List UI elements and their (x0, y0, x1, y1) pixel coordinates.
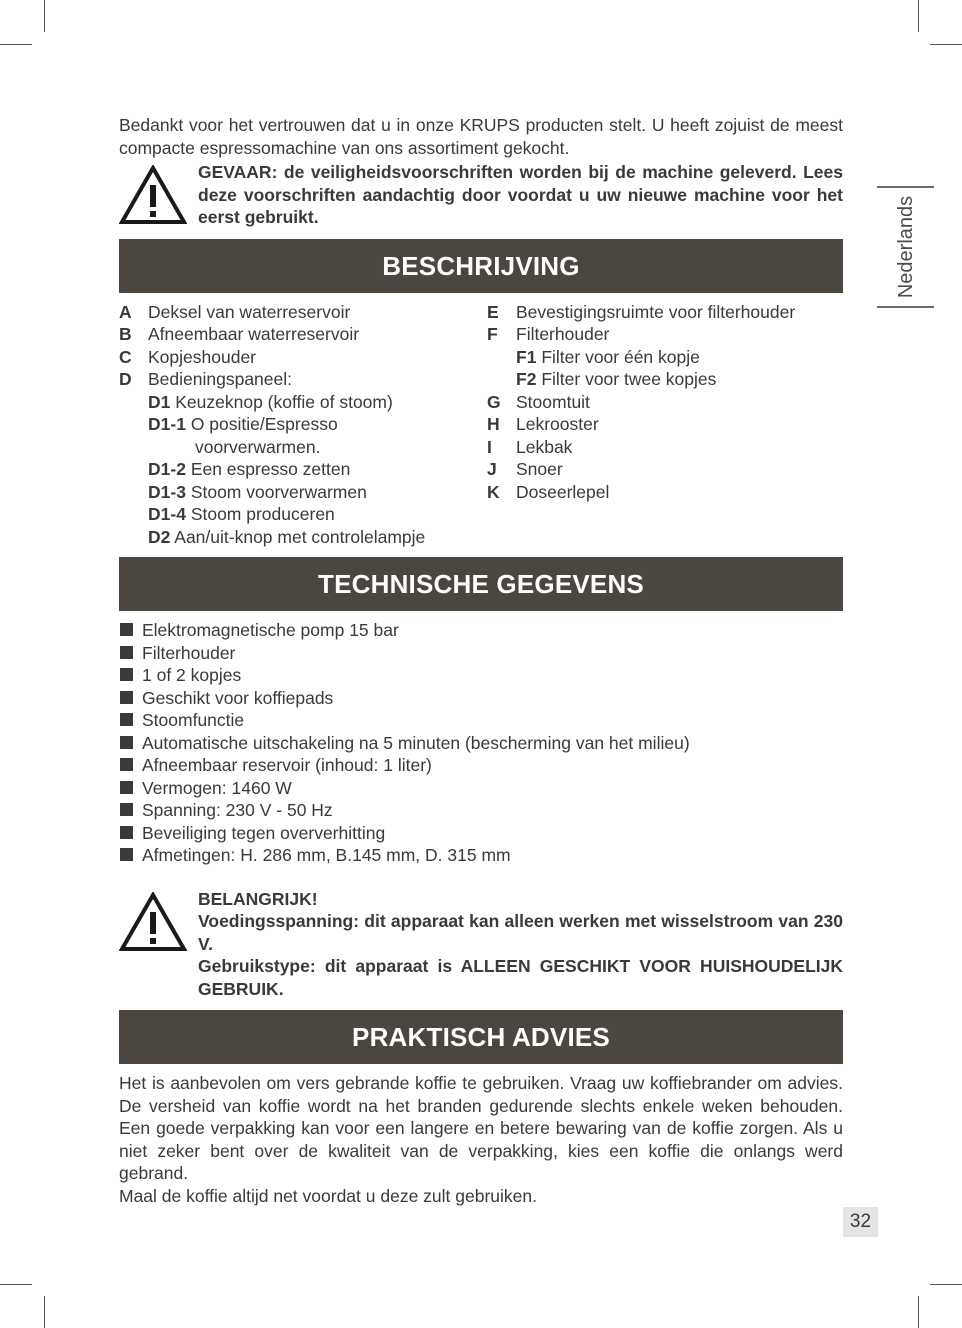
list-item: D Bedieningspaneel: (119, 369, 293, 389)
list-subitem: D2 Aan/uit-knop met controlelampje (148, 526, 426, 547)
list-item: B Afneembaar waterreservoir (119, 324, 360, 344)
list-item: Geschikt voor koffiepads (119, 687, 843, 710)
list-item: G Stoomtuit (487, 391, 590, 412)
page-number: 32 (843, 1207, 878, 1237)
list-item: Vermogen: 1460 W (119, 777, 843, 800)
bullet-square-icon (120, 668, 133, 681)
crop-mark (918, 1296, 919, 1328)
crop-mark (930, 1284, 962, 1285)
list-item: I Lekbak (487, 436, 573, 457)
crop-mark (0, 44, 32, 45)
bullet-square-icon (120, 713, 133, 726)
advice-text (119, 1072, 843, 1207)
list-item: Elektromagnetische pomp 15 bar (119, 619, 843, 642)
list-item: F Filterhouder (487, 324, 610, 344)
important-voltage: Voedingsspanning: dit apparaat kan alleen werken met wisselstroom van 230 V. (198, 911, 843, 954)
list-subitem: F1 Filter voor één kopje (516, 346, 700, 367)
list-subitem-continuation: voorverwarmen. (195, 436, 321, 457)
crop-mark (930, 44, 962, 45)
crop-mark (918, 0, 919, 32)
important-notice (119, 888, 843, 1001)
list-item: E Bevestigingsruimte voor filterhouder (487, 301, 796, 322)
advice-paragraph: Het is aanbevolen om vers gebrande koffie te gebruiken. Vraag uw koffiebrander om advies. De versheid van koffie wordt na het branden gedurende slechts enkele weken behouden. Een goede verpakking kan voor een langere en betere bewaring van de koffie zorgen. Als u niet zeker bent over de kwaliteit van de verpakking, kies een koffie die onlangs werd gebrand. (119, 1073, 843, 1183)
important-usage: Gebruikstype: dit apparaat is ALLEEN GESCHIKT VOOR HUISHOUDELIJK GEBRUIK. (198, 956, 843, 999)
description-column-left (119, 301, 487, 549)
list-item: H Lekrooster (487, 414, 599, 434)
list-item: J Snoer (487, 459, 563, 479)
list-subitem: D1-3 Stoom voorverwarmen (148, 481, 367, 502)
list-subitem: D1-2 Een espresso zetten (148, 459, 351, 479)
danger-text: GEVAAR: de veiligheidsvoorschriften worden bij de machine geleverd. Lees deze voorschriften aandachtig door voordat u uw nieuwe machine voor het eerst gebruikt. (198, 162, 843, 227)
list-item: A Deksel van waterreservoir (119, 301, 351, 322)
section-title-technical: TECHNISCHE GEGEVENS (119, 557, 843, 611)
section-title-description: BESCHRIJVING (119, 239, 843, 293)
list-item: Automatische uitschakeling na 5 minuten (bescherming van het milieu) (119, 732, 843, 755)
list-item: Filterhouder (119, 642, 843, 665)
crop-mark (44, 0, 45, 32)
advice-paragraph: Maal de koffie altijd net voordat u deze zult gebruiken. (119, 1185, 537, 1206)
list-item: 1 of 2 kopjes (119, 664, 843, 687)
bullet-square-icon (120, 646, 133, 659)
list-subitem: D1-1 O positie/Espresso (148, 414, 338, 434)
bullet-square-icon (120, 826, 133, 839)
bullet-square-icon (120, 736, 133, 749)
warning-triangle-icon (119, 165, 187, 225)
warning-triangle-icon (119, 892, 187, 952)
danger-notice (119, 161, 843, 229)
crop-mark (0, 1284, 32, 1285)
list-item: K Doseerlepel (487, 481, 610, 502)
bullet-square-icon (120, 691, 133, 704)
description-column-right (487, 301, 843, 549)
list-subitem: D1-4 Stoom produceren (148, 504, 335, 524)
bullet-square-icon (120, 781, 133, 794)
list-subitem: F2 Filter voor twee kopjes (516, 369, 717, 389)
list-item: Spanning: 230 V - 50 Hz (119, 799, 843, 822)
page-content (119, 114, 843, 1207)
technical-list (119, 619, 843, 867)
intro-paragraph: Bedankt voor het vertrouwen dat u in onze KRUPS producten stelt. U heeft zojuist de meest compacte espressomachine van ons assortiment gekocht. (119, 115, 843, 158)
list-item: C Kopjeshouder (119, 346, 256, 367)
description-list (119, 301, 843, 549)
important-title: BELANGRIJK! (198, 888, 318, 909)
crop-mark (44, 1296, 45, 1328)
bullet-square-icon (120, 758, 133, 771)
bullet-square-icon (120, 623, 133, 636)
list-subitem: D1 Keuzeknop (koffie of stoom) (148, 391, 393, 412)
bullet-square-icon (120, 803, 133, 816)
important-text (198, 888, 843, 1001)
list-item: Beveiliging tegen oververhitting (119, 822, 843, 845)
section-title-advice: PRAKTISCH ADVIES (119, 1010, 843, 1064)
list-item: Afmetingen: H. 286 mm, B.145 mm, D. 315 mm (119, 844, 843, 867)
language-tab-label: Nederlands (894, 195, 917, 299)
bullet-square-icon (120, 848, 133, 861)
list-item: Stoomfunctie (119, 709, 843, 732)
language-tab (877, 186, 934, 308)
list-item: Afneembaar reservoir (inhoud: 1 liter) (119, 754, 843, 777)
